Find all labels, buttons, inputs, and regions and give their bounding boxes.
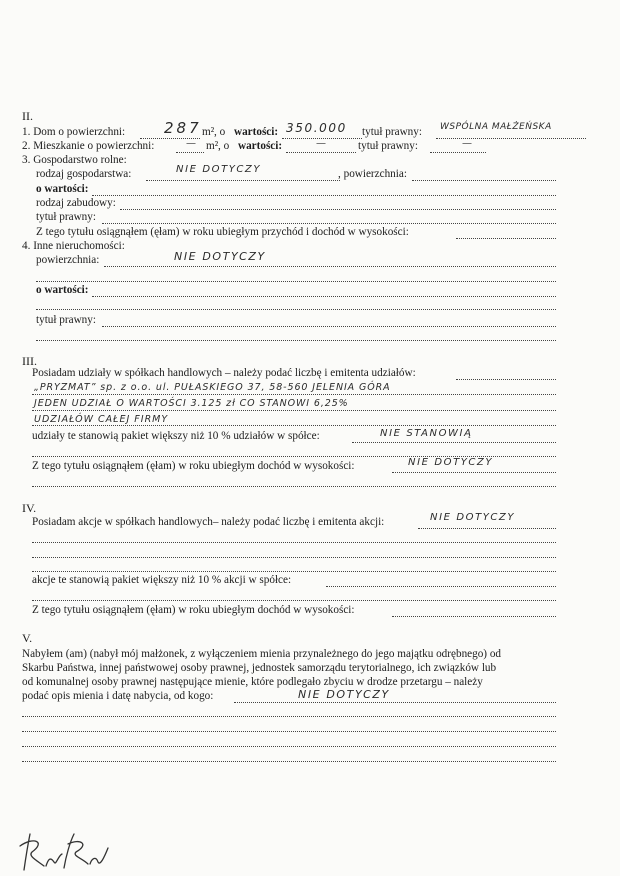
- farm-type-label: rodzaj gospodarstwa:: [36, 168, 132, 180]
- house-title-value: WSPÓLNA MAŁŻEŃSKA: [440, 122, 552, 132]
- dotted-line: [392, 616, 556, 617]
- acquired-text-3: od komunalnej osoby prawnej następujące mienie, które podlegało zbyciu w drodze przetargu – należy: [22, 676, 483, 688]
- dotted-line: [22, 731, 556, 732]
- dotted-line: [456, 238, 556, 239]
- house-value: 350.000: [286, 121, 347, 135]
- dotted-line: [102, 223, 556, 224]
- acquired-text-2: Skarbu Państwa, innej państwowej osoby prawnej, jednostek samorządu terytorialnego, ich związków lub: [22, 662, 497, 674]
- dotted-line: [120, 209, 556, 210]
- other-value-label: o wartości:: [36, 284, 89, 296]
- shares-block-value: NIE STANOWIĄ: [380, 428, 473, 439]
- dotted-line: [36, 309, 556, 310]
- house-m2-label: m², o: [202, 126, 226, 138]
- acquired-text-4: podać opis mienia i datę nabycia, od kogo:: [22, 690, 214, 702]
- signature-stroke: [20, 834, 108, 870]
- signature: [16, 826, 126, 876]
- dotted-line: [92, 296, 556, 297]
- other-area-value: NIE DOTYCZY: [174, 250, 266, 263]
- stocks-block-label: akcje te stanowią pakiet większy niż 10 % akcji w spółce:: [32, 574, 292, 586]
- dotted-line: [352, 442, 556, 443]
- farm-income-text: Z tego tytułu osiągnąłem (ęłam) w roku ubiegłym przychód i dochód w wysokości:: [36, 226, 409, 238]
- flat-area-label: 2. Mieszkanie o powierzchni:: [22, 140, 155, 152]
- flat-title-label: tytuł prawny:: [358, 140, 418, 152]
- farm-title-label: tytuł prawny:: [36, 211, 96, 223]
- flat-value: —: [316, 138, 328, 149]
- dotted-line: [22, 761, 556, 762]
- stocks-income-label: Z tego tytułu osiągnąłem (ęłam) w roku ubiegłym dochód w wysokości:: [32, 604, 355, 616]
- dotted-line: [412, 180, 556, 181]
- section-ii-heading: II.: [22, 109, 33, 123]
- shares-count-line: JEDEN UDZIAŁ O WARTOŚCI 3.125 zł CO STANOWI 6,25%: [34, 398, 349, 409]
- other-title-label: tytuł prawny:: [36, 314, 96, 326]
- farm-area-label: , powierzchnia:: [338, 168, 407, 180]
- farm-type-value: NIE DOTYCZY: [176, 164, 262, 175]
- section-iii-heading: III.: [22, 354, 37, 368]
- acquired-text-1: Nabyłem (am) (nabył mój małżonek, z wyłączeniem mienia przynależnego do jego majątku odrębnego) od: [22, 648, 502, 660]
- other-area-label: powierzchnia:: [36, 254, 100, 266]
- shares-percent-line: UDZIAŁÓW CAŁEJ FIRMY: [34, 414, 169, 425]
- flat-area-value: —: [186, 138, 198, 149]
- dotted-line: [430, 152, 486, 153]
- farm-building-label: rodzaj zabudowy:: [36, 197, 116, 209]
- dotted-line: [32, 410, 556, 411]
- flat-m2-label: m², o: [206, 140, 230, 152]
- farm-value-label: o wartości:: [36, 183, 89, 195]
- dotted-line: [22, 746, 556, 747]
- other-property-label: 4. Inne nieruchomości:: [22, 240, 125, 252]
- dotted-line: [234, 702, 556, 703]
- dotted-line: [36, 281, 556, 282]
- dotted-line: [32, 394, 556, 395]
- flat-value-label: wartości:: [238, 140, 283, 152]
- dotted-line: [456, 379, 556, 380]
- farm-label: 3. Gospodarstwo rolne:: [22, 154, 127, 166]
- flat-title-value: —: [462, 138, 474, 149]
- dotted-line: [392, 472, 556, 473]
- house-area-value: 287: [164, 119, 202, 137]
- dotted-line: [22, 716, 556, 717]
- dotted-line: [32, 425, 556, 426]
- dotted-line: [32, 600, 556, 601]
- shares-block-label: udziały te stanowią pakiet większy niż 10 % udziałów w spółce:: [32, 430, 320, 442]
- dotted-line: [326, 586, 556, 587]
- stocks-intro-value: NIE DOTYCZY: [430, 512, 516, 523]
- dotted-line: [32, 486, 556, 487]
- dotted-line: [436, 138, 586, 139]
- stocks-intro: Posiadam akcje w spółkach handlowych– należy podać liczbę i emitenta akcji:: [32, 516, 385, 528]
- dotted-line: [32, 557, 556, 558]
- shares-company-line: „PRYZMAT” sp. z o.o. ul. PUŁASKIEGO 37, 58-560 JELENIA GÓRA: [34, 382, 391, 393]
- dotted-line: [176, 152, 204, 153]
- dotted-line: [418, 528, 556, 529]
- section-v-heading: V.: [22, 631, 33, 645]
- house-title-label: tytuł prawny:: [362, 126, 422, 138]
- house-area-label: 1. Dom o powierzchni:: [22, 126, 126, 138]
- dotted-line: [104, 266, 556, 267]
- dotted-line: [92, 195, 556, 196]
- house-value-label: wartości:: [234, 126, 279, 138]
- dotted-line: [146, 180, 340, 181]
- farm-income-label: [36, 226, 409, 239]
- dotted-line: [102, 326, 556, 327]
- dotted-line: [286, 152, 356, 153]
- shares-intro: Posiadam udziały w spółkach handlowych – należy podać liczbę i emitenta udziałów:: [32, 367, 416, 379]
- dotted-line: [32, 571, 556, 572]
- dotted-line: [32, 542, 556, 543]
- dotted-line: [36, 340, 556, 341]
- shares-income-value: NIE DOTYCZY: [408, 457, 494, 468]
- acquired-value: NIE DOTYCZY: [298, 688, 390, 701]
- section-iv-heading: IV.: [22, 501, 37, 515]
- shares-income-label: Z tego tytułu osiągnąłem (ęłam) w roku ubiegłym dochód w wysokości:: [32, 460, 355, 472]
